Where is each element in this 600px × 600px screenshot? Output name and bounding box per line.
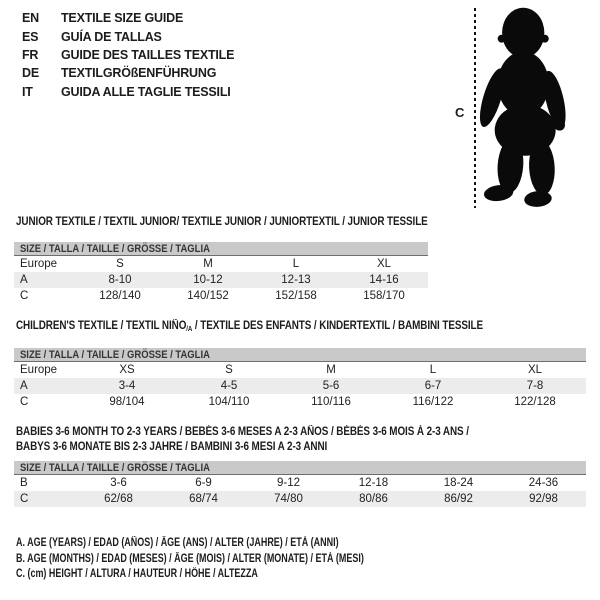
language-label: GUIDE DES TAILLES TEXTILE — [61, 47, 235, 62]
row-label: C — [20, 493, 29, 505]
table-cell: 6-7 — [424, 380, 442, 392]
babies-section-title: BABIES 3-6 MONTH TO 2-3 YEARS / BEBÉS 3-6 MESES A 2-3 AÑOS / BÉBÉS 3-6 MOIS À 2-3 ANS / BABYS 3-6 MONATE BIS 2-3 JAHRE / BAMBINI 3-6 MESI A 2-3 ANNI — [16, 426, 469, 454]
language-code: FR — [22, 47, 39, 62]
table-cell: 74/80 — [274, 493, 303, 505]
size-header-label: SIZE / TALLA / TAILLE / GRÖSSE / TAGLIA — [20, 461, 210, 474]
table-row — [14, 475, 586, 491]
language-list — [22, 9, 234, 101]
table-cell: 62/68 — [104, 493, 133, 505]
table-cell: XL — [527, 364, 543, 376]
row-label: B — [20, 477, 28, 489]
language-label: GUIDA ALLE TAGLIE TESSILI — [61, 84, 231, 99]
language-row — [22, 64, 234, 82]
table-cell: 5-6 — [322, 380, 340, 392]
table-cell: 68/74 — [189, 493, 218, 505]
language-label: GUÍA DE TALLAS — [61, 29, 162, 44]
size-header-bar — [14, 348, 586, 362]
toddler-silhouette-icon — [477, 5, 595, 212]
table-cell: L — [429, 364, 437, 376]
size-header-label: SIZE / TALLA / TAILLE / GRÖSSE / TAGLIA — [20, 242, 210, 255]
language-label: TEXTILE SIZE GUIDE — [61, 11, 184, 26]
table-row — [14, 394, 586, 410]
size-header-bar — [14, 461, 586, 475]
height-measure-label: C — [455, 105, 465, 120]
table-cell: XL — [376, 258, 392, 270]
language-row — [22, 83, 234, 101]
table-cell: 152/158 — [275, 290, 317, 302]
junior-size-table — [14, 242, 428, 304]
table-cell: L — [292, 258, 300, 270]
table-cell: 92/98 — [529, 493, 558, 505]
language-row — [22, 9, 234, 27]
language-row — [22, 46, 234, 64]
table-row — [14, 288, 428, 304]
table-cell: 10-12 — [193, 274, 223, 286]
row-label: Europe — [20, 258, 58, 270]
table-row — [14, 362, 586, 378]
table-cell: 86/92 — [444, 493, 473, 505]
table-cell: 12-18 — [358, 477, 389, 489]
table-cell: 3-6 — [110, 477, 127, 489]
children-section-title: CHILDREN'S TEXTILE / TEXTIL NIÑO/A / TEXTILE DES ENFANTS / KINDERTEXTIL / BAMBINI TESSILE — [16, 320, 483, 333]
table-cell: 104/110 — [208, 396, 250, 408]
table-row — [14, 256, 428, 272]
measurement-legend — [16, 536, 462, 583]
table-cell: 116/122 — [412, 396, 454, 408]
table-cell: 24-36 — [528, 477, 559, 489]
table-cell: 4-5 — [220, 380, 238, 392]
junior-section-title: JUNIOR TEXTILE / TEXTIL JUNIOR/ TEXTILE JUNIOR / JUNIORTEXTIL / JUNIOR TESSILE — [16, 216, 428, 228]
table-cell: 158/170 — [363, 290, 405, 302]
table-cell: 7-8 — [526, 380, 544, 392]
legend-line-b: B. AGE (MONTHS) / EDAD (MESES) / ÂGE (MOIS) / ALTER (MONATE) / ETÀ (MESI) — [16, 552, 364, 565]
table-row — [14, 378, 586, 394]
table-cell: M — [326, 364, 336, 376]
language-code: EN — [22, 11, 39, 26]
table-cell: 3-4 — [118, 380, 136, 392]
table-cell: 128/140 — [99, 290, 141, 302]
table-cell: S — [116, 258, 124, 270]
row-label: C — [20, 396, 29, 408]
size-header-bar — [14, 242, 428, 256]
table-cell: 6-9 — [195, 477, 212, 489]
table-cell: 9-12 — [276, 477, 301, 489]
babies-size-table — [14, 461, 586, 507]
table-cell: XS — [119, 364, 135, 376]
row-label: C — [20, 290, 29, 302]
table-row — [14, 491, 586, 507]
language-code: IT — [22, 84, 33, 99]
table-cell: 8-10 — [108, 274, 132, 286]
table-cell: 80/86 — [359, 493, 388, 505]
language-label: TEXTILGRÖßENFÜHRUNG — [61, 66, 217, 81]
row-label: A — [20, 274, 28, 286]
size-header-label: SIZE / TALLA / TAILLE / GRÖSSE / TAGLIA — [20, 348, 210, 361]
language-code: ES — [22, 29, 39, 44]
table-cell: S — [225, 364, 233, 376]
table-cell: 110/116 — [311, 396, 351, 408]
table-cell: 18-24 — [443, 477, 474, 489]
legend-line-c: C. (cm) HEIGHT / ALTURA / HAUTEUR / HÖHE / ALTEZZA — [16, 568, 258, 580]
table-row — [14, 272, 428, 288]
language-code: DE — [22, 66, 39, 81]
legend-line-a: A. AGE (YEARS) / EDAD (AÑOS) / ÂGE (ANS) / ALTER (JAHRE) / ETÀ (ANNI) — [16, 537, 339, 549]
table-cell: 12-13 — [281, 274, 311, 286]
table-cell: M — [203, 258, 213, 270]
row-label: A — [20, 380, 28, 392]
language-row — [22, 27, 234, 45]
table-cell: 14-16 — [369, 274, 399, 286]
children-size-table — [14, 348, 586, 410]
nino-a-subscript: /A — [186, 325, 193, 333]
table-cell: 140/152 — [187, 290, 229, 302]
row-label: Europe — [20, 364, 58, 376]
table-cell: 122/128 — [514, 396, 556, 408]
table-cell: 98/104 — [109, 396, 145, 408]
height-dashed-line — [474, 8, 476, 208]
